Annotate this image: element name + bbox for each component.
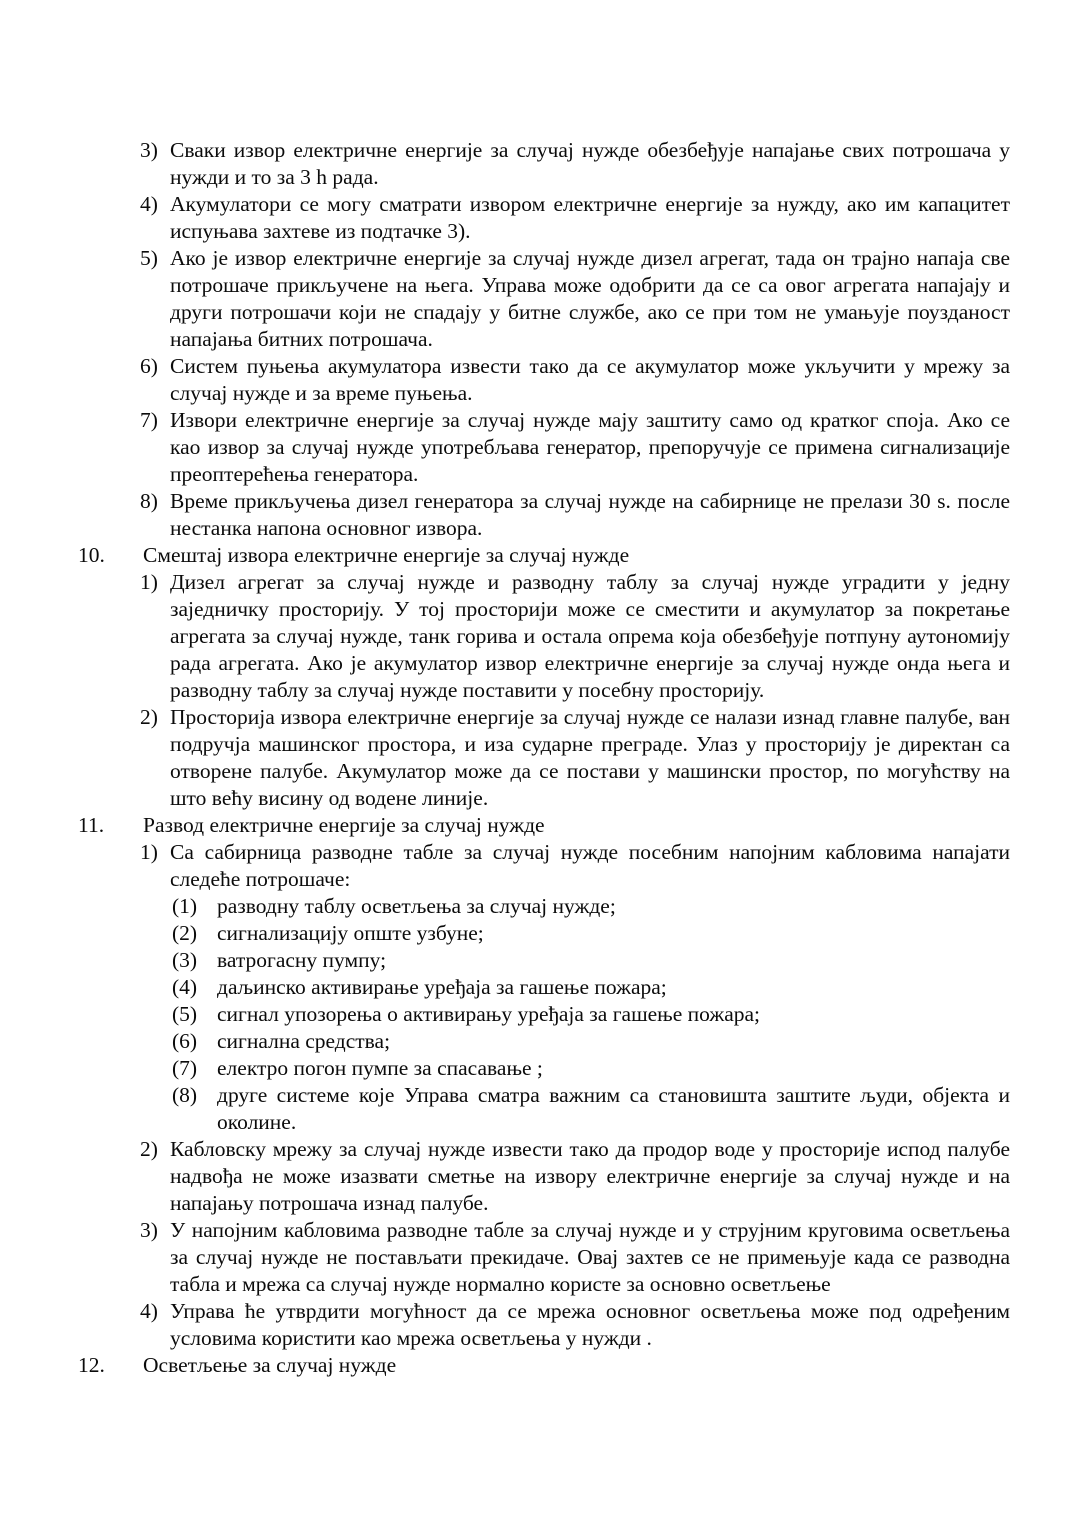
list-item-number: 2) bbox=[140, 705, 158, 729]
list-item-text: електро погон пумпе за спасавање ; bbox=[217, 1056, 543, 1080]
list-item-text: Са сабирница разводне табле за случај нужде посебним напојним кабловима напајати следеће потрошаче: bbox=[170, 840, 1010, 891]
list-item-text: Управа ће утврдити могућност да се мрежа основног осветљења може под одређеним условима користити као мрежа осветљења у нужди . bbox=[170, 1299, 1010, 1350]
list-item bbox=[172, 1028, 1010, 1055]
list-item-text: сигнал упозорења о активирању уређаја за гашење пожара; bbox=[217, 1002, 761, 1026]
document-body bbox=[78, 137, 1010, 1379]
list-item-number: 11. bbox=[78, 813, 105, 837]
list-item-text: ватрогасну пумпу; bbox=[217, 948, 387, 972]
clause-heading bbox=[78, 1352, 1010, 1379]
list-item-number: (2) bbox=[172, 921, 198, 945]
clause-heading bbox=[78, 812, 1010, 839]
list-item-number: 4) bbox=[140, 192, 158, 216]
list-item-number: (4) bbox=[172, 975, 198, 999]
list-item-text: разводну таблу осветљења за случај нужде; bbox=[217, 894, 616, 918]
list-item bbox=[140, 137, 1010, 191]
list-item-number: (8) bbox=[172, 1083, 198, 1107]
list-item bbox=[140, 1136, 1010, 1217]
list-item-number: (5) bbox=[172, 1002, 198, 1026]
list-item-number: 3) bbox=[140, 1218, 158, 1242]
list-item-text: Кабловску мрежу за случај нужде извести тако да продор воде у просторије испод палубе надвођа не може изазвати сметње на извору електричне енергије за случај нужде и на напајању потрошача изнад палубе. bbox=[170, 1137, 1010, 1215]
list-item-number: (6) bbox=[172, 1029, 198, 1053]
list-item-text: Дизел агрегат за случај нужде и разводну таблу за случај нужде уградити у једну заједничку просторију. У тој просторији може се сместити и акумулатор за покретање агрегата за случај нужде, танк горива и остала опрема која обезбеђује потпуну аутономију рада агрегата. Ако је акумулатор извор електричне енергије за случај нужде онда њега и разводну таблу за случај нужде поставити у посебну просторију. bbox=[170, 570, 1010, 702]
list-item-number: (3) bbox=[172, 948, 198, 972]
clause-heading bbox=[78, 542, 1010, 569]
list-item-number: 6) bbox=[140, 354, 158, 378]
list-item-text: друге системе које Управа сматра важним са становишта заштите људи, објекта и околине. bbox=[217, 1083, 1010, 1134]
list-item-text: сигнална средства; bbox=[217, 1029, 391, 1053]
list-item-number: 1) bbox=[140, 840, 158, 864]
list-item-number: 4) bbox=[140, 1299, 158, 1323]
list-item bbox=[172, 1082, 1010, 1136]
list-item-text: У напојним кабловима разводне табле за случај нужде и у струјним круговима осветљења за случај нужде не постављати прекидаче. Овај захтев се не примењује када се разводна табла и мрежа са случај нужде нормално користе за основно осветљење bbox=[170, 1218, 1010, 1296]
list-item bbox=[140, 1217, 1010, 1298]
list-item-number: 10. bbox=[78, 543, 105, 567]
list-item-number: (1) bbox=[172, 894, 198, 918]
list-item-text: даљинско активирање уређаја за гашење пожара; bbox=[217, 975, 667, 999]
list-item-text: Сваки извор електричне енергије за случај нужде обезбеђује напајање свих потрошача у нужди и то за 3 h рада. bbox=[170, 138, 1010, 189]
list-item-number: 3) bbox=[140, 138, 158, 162]
list-item bbox=[172, 974, 1010, 1001]
list-item bbox=[140, 191, 1010, 245]
list-item bbox=[140, 245, 1010, 353]
list-item bbox=[172, 920, 1010, 947]
list-item-text: Време прикључења дизел генератора за случај нужде на сабирнице не прелази 30 s. после нестанка напона основног извора. bbox=[170, 489, 1010, 540]
list-item-text: Смештај извора електричне енергије за случај нужде bbox=[143, 543, 630, 567]
list-item bbox=[140, 839, 1010, 893]
list-item bbox=[140, 407, 1010, 488]
list-item bbox=[172, 893, 1010, 920]
list-item-text: сигнализацију опште узбуне; bbox=[217, 921, 484, 945]
list-item-text: Осветљење за случај нужде bbox=[143, 1353, 397, 1377]
list-item bbox=[172, 1001, 1010, 1028]
list-item-number: (7) bbox=[172, 1056, 198, 1080]
list-item-number: 5) bbox=[140, 246, 158, 270]
list-item-text: Ако је извор електричне енергије за случај нужде дизел агрегат, тада он трајно напаја све потрошаче прикључене на њега. Управа може одобрити да се са овог агрегата напајају и други потрошачи који не спадају у битне службе, ако се при том не умањује поузданост напајања битних потрошача. bbox=[170, 246, 1010, 351]
list-item-number: 7) bbox=[140, 408, 158, 432]
list-item-text: Извори електричне енергије за случај нужде мају заштиту само од кратког споја. Ако се као извор за случај нужде употребљава генератор, препоручује се примена сигнализације преоптерећења генератора. bbox=[170, 408, 1010, 486]
list-item-number: 8) bbox=[140, 489, 158, 513]
list-item bbox=[140, 704, 1010, 812]
list-item-text: Развод електричне енергије за случај нужде bbox=[143, 813, 545, 837]
list-item bbox=[140, 1298, 1010, 1352]
list-item bbox=[140, 353, 1010, 407]
list-item-text: Систем пуњења акумулатора извести тако да се акумулатор може укључити у мрежу за случај нужде и за време пуњења. bbox=[170, 354, 1010, 405]
list-item-number: 1) bbox=[140, 570, 158, 594]
list-item-text: Просторија извора електричне енергије за случај нужде се налази изнад главне палубе, ван подручја машинског простора, и иза сударне преграде. Улаз у просторију је директан са отворене палубе. Акумулатор може да се постави у машински простор, по могућству на што већу висину од водене линије. bbox=[170, 705, 1010, 810]
list-item bbox=[140, 569, 1010, 704]
list-item bbox=[172, 1055, 1010, 1082]
list-item-number: 2) bbox=[140, 1137, 158, 1161]
list-item bbox=[172, 947, 1010, 974]
list-item bbox=[140, 488, 1010, 542]
list-item-number: 12. bbox=[78, 1353, 105, 1377]
list-item-text: Акумулатори се могу сматрати извором електричне енергије за нужду, ако им капацитет испуњава захтеве из подтачке 3). bbox=[170, 192, 1010, 243]
